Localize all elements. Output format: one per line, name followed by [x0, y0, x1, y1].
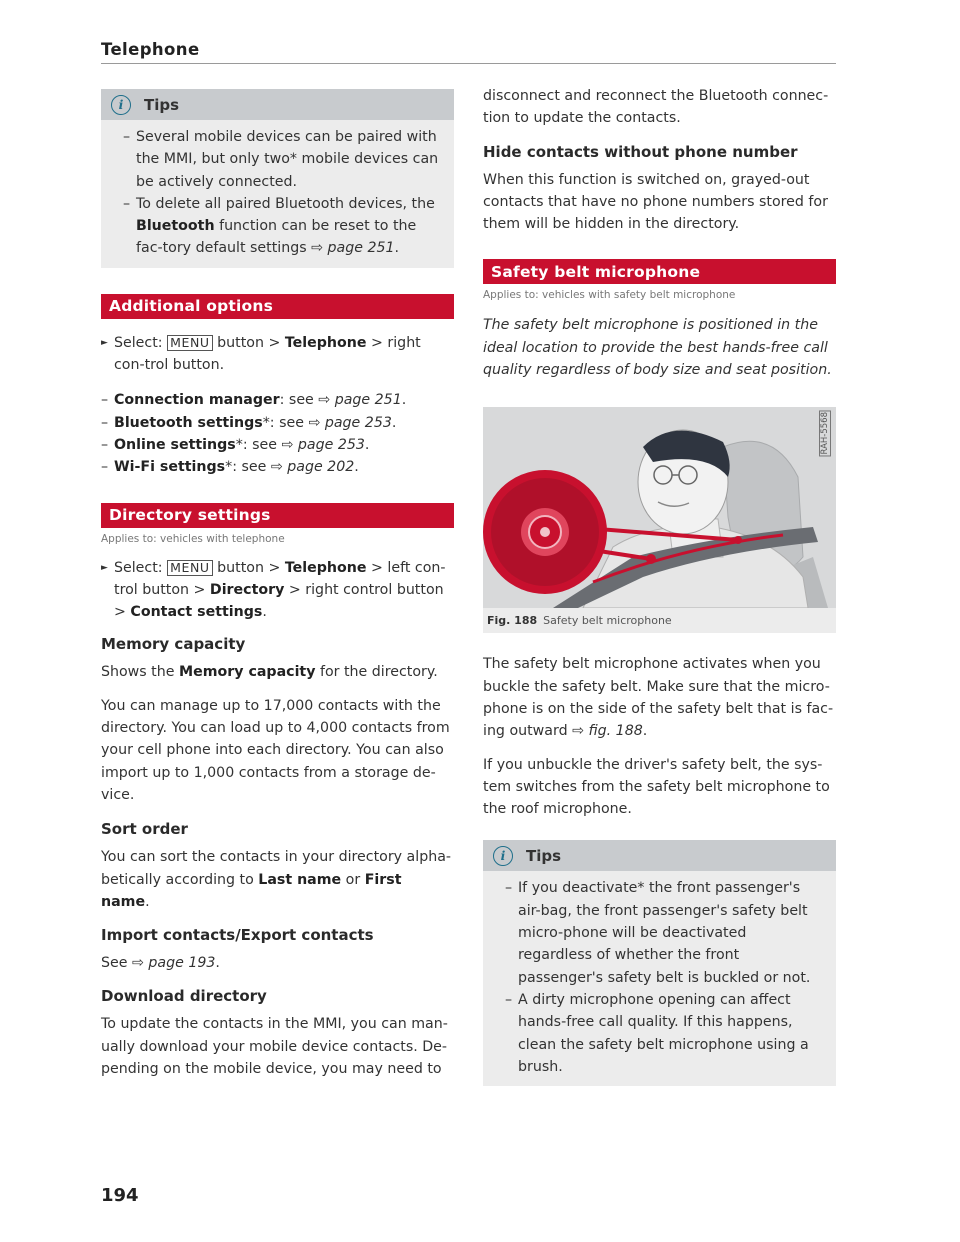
tips-label: Tips	[526, 846, 562, 865]
step-text: > left con-trol button >	[114, 559, 446, 598]
paragraph-text: The safety belt microphone activates when you buckle the safety belt. Make sure that the micro-phone is on the side of the safety belt that is fac-ing outward	[483, 656, 834, 740]
instruction-step	[101, 557, 454, 624]
options-list	[101, 389, 454, 478]
tips-item: – A dirty microphone opening can affect hands-free call quality. If this happens, clean the safety belt microphone using a brush.	[505, 989, 822, 1078]
paragraph	[101, 661, 454, 683]
figure-safety-belt-microphone	[483, 407, 836, 608]
tips-list	[101, 120, 454, 268]
page-ref-link[interactable]: ⇨ page 253	[308, 414, 392, 431]
list-item	[101, 412, 454, 434]
step-text: button >	[212, 559, 285, 576]
option-name: Connection manager	[114, 392, 280, 409]
subheading-memory-capacity: Memory capacity	[101, 635, 246, 654]
page-ref-link[interactable]: ⇨ page 193	[131, 955, 216, 972]
tips-item	[123, 193, 440, 260]
paragraph: If you unbuckle the driver's safety belt, the sys-tem switches from the safety belt microphone to the roof microphone.	[483, 756, 830, 818]
header-divider	[101, 63, 836, 64]
option-name: Bluetooth settings	[114, 414, 263, 431]
paragraph-bold: Memory capacity	[178, 664, 316, 681]
tips-list	[483, 871, 836, 1086]
option-text: *: see	[262, 414, 309, 431]
applies-to-note: Applies to: vehicles with safety belt microphone	[483, 289, 736, 302]
info-icon: i	[111, 95, 131, 115]
paragraph: You can manage up to 17,000 contacts with the directory. You can load up to 4,000 contacts from your cell phone into each directory. You can also import up to 1,000 contacts from a storage de-vice.	[101, 697, 450, 803]
step-bold: Telephone	[284, 334, 367, 351]
paragraph-text: Shows the	[101, 664, 179, 681]
step-text: > right control button >	[114, 581, 444, 621]
tips-box-right	[483, 840, 836, 1086]
tips-item: – If you deactivate* the front passenger's air-bag, the front passenger's safety belt micro-phone will be deactivated regardless of whether the front passenger's safety belt is buckled or not.	[505, 877, 822, 988]
figure-label: Fig. 188	[487, 614, 538, 628]
instruction-step	[101, 332, 454, 377]
page-ref-link[interactable]: ⇨ page 202	[270, 459, 355, 476]
figure-caption	[483, 608, 836, 633]
section-banner-additional-options: Additional options	[101, 294, 454, 319]
page-ref-link[interactable]: ⇨ page 251	[311, 240, 395, 257]
tips-label: Tips	[144, 95, 180, 114]
paragraph: To update the contacts in the MMI, you can man-ually download your mobile device contacts. De-pending on the mobile device, you may need to	[101, 1016, 448, 1078]
step-text: .	[262, 604, 267, 621]
subheading-import-export: Import contacts/Export contacts	[101, 926, 374, 945]
step-text: Select:	[114, 559, 168, 576]
menu-key: MENU	[167, 335, 213, 351]
paragraph-text: See	[101, 955, 132, 972]
menu-key: MENU	[167, 560, 213, 576]
paragraph-text: You can sort the contacts in your directory alpha-betically according to	[101, 849, 452, 888]
subheading-hide-contacts: Hide contacts without phone number	[483, 142, 798, 161]
option-text: *: see	[225, 459, 271, 476]
subheading-download-directory: Download directory	[101, 987, 267, 1006]
step-bold: Directory	[209, 581, 285, 598]
paragraph-text: .	[215, 955, 220, 972]
option-text: .	[401, 392, 407, 409]
tips-box-left	[101, 89, 454, 268]
step-bold: Contact settings	[130, 604, 263, 621]
list-item	[101, 456, 454, 478]
paragraph: disconnect and reconnect the Bluetooth connec-tion to update the contacts.	[483, 88, 829, 127]
paragraph	[101, 952, 454, 974]
figure-ref-link[interactable]: ⇨ fig. 188	[572, 723, 643, 740]
list-item	[101, 389, 454, 411]
right-column	[483, 85, 836, 1086]
paragraph: When this function is switched on, grayed-out contacts that have no phone numbers stored for them will be hidden in the directory.	[483, 171, 828, 233]
step-text: button >	[212, 334, 285, 351]
page-ref-link[interactable]: ⇨ page 253	[281, 436, 365, 453]
option-text: .	[364, 436, 370, 453]
tips-item	[123, 126, 440, 193]
tips-item-bold: Bluetooth	[136, 218, 215, 235]
paragraph-text: for the directory.	[315, 664, 438, 681]
paragraph	[101, 846, 454, 913]
seat-illustration	[483, 407, 836, 608]
tips-item-text: function can be reset to the fac-tory default settings	[136, 218, 417, 257]
paragraph-text: or	[341, 871, 365, 888]
list-item	[101, 434, 454, 456]
left-column	[101, 89, 454, 1080]
applies-to-note: Applies to: vehicles with telephone	[101, 532, 285, 545]
section-banner-safety-belt-microphone: Safety belt microphone	[483, 259, 836, 284]
tips-header	[483, 840, 836, 871]
step-text: Select:	[114, 334, 168, 351]
step-bold: Telephone	[284, 559, 367, 576]
figure-code: RAH-5568	[820, 412, 830, 455]
paragraph	[483, 653, 836, 742]
option-text: *: see	[235, 436, 282, 453]
paragraph-bold: First name	[101, 871, 402, 910]
paragraph-bold: Last name	[258, 871, 342, 888]
page-ref-link[interactable]: ⇨ page 251	[318, 392, 402, 409]
option-text: .	[354, 459, 359, 476]
option-text: : see	[279, 392, 319, 409]
page-number: 194	[101, 1185, 139, 1206]
option-name: Wi-Fi settings	[114, 459, 226, 476]
subheading-sort-order: Sort order	[101, 820, 188, 839]
info-icon: i	[493, 846, 513, 866]
option-name: Online settings	[114, 436, 236, 453]
section-banner-directory-settings: Directory settings	[101, 503, 454, 528]
figure-caption-text: Safety belt microphone	[543, 614, 672, 628]
paragraph-text: .	[145, 893, 150, 910]
page-header-title: Telephone	[101, 40, 200, 59]
tips-item-text: Several mobile devices can be paired with the MMI, but only two* mobile devices can be actively connected.	[136, 129, 439, 190]
tips-item-text: .	[394, 240, 400, 257]
paragraph-text: .	[642, 723, 648, 740]
option-text: .	[391, 414, 397, 431]
intro-paragraph: The safety belt microphone is positioned in the ideal location to provide the best hands-free call quality regardless of body size and seat position.	[483, 317, 832, 379]
tips-header	[101, 89, 454, 120]
tips-item-text: To delete all paired Bluetooth devices, the	[136, 195, 435, 212]
step-text: > right con-trol button.	[114, 334, 421, 374]
